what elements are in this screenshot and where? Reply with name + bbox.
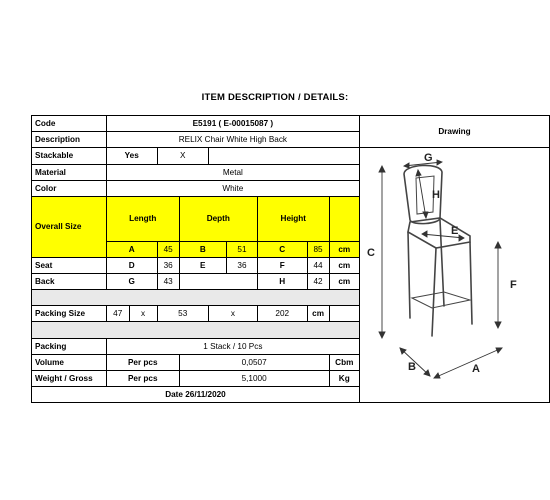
seat-label: Seat — [32, 257, 107, 273]
weight-value: 5,1000 — [179, 371, 329, 387]
chair-leg-front-right — [470, 242, 472, 324]
page-title: ITEM DESCRIPTION / DETAILS: — [201, 92, 349, 103]
depth-header: Depth — [179, 196, 257, 241]
code-label: Code — [32, 116, 107, 132]
seat-e-value: 36 — [226, 257, 257, 273]
drawing-letter-f: F — [509, 279, 517, 292]
back-unit: cm — [329, 273, 359, 289]
drawing-letter-c: C — [366, 247, 375, 260]
size-c-value: 85 — [307, 241, 329, 257]
row-code — [32, 116, 550, 132]
row-stackable — [32, 148, 550, 164]
back-g-letter: G — [106, 273, 157, 289]
volume-per: Per pcs — [106, 354, 179, 370]
chair-leg-back-left — [408, 232, 410, 318]
chair-stretcher — [412, 292, 470, 308]
color-value: White — [106, 180, 359, 196]
drawing-letter-h: H — [431, 189, 440, 202]
weight-per: Per pcs — [106, 371, 179, 387]
chair-drawing — [360, 148, 549, 398]
stackable-yes: Yes — [106, 148, 157, 164]
overall-size-empty — [329, 196, 359, 241]
size-b-letter: B — [179, 241, 226, 257]
packing-size-length: 47 — [106, 306, 129, 322]
seat-d-value: 36 — [157, 257, 179, 273]
volume-label: Volume — [32, 354, 107, 370]
packing-size-label: Packing Size — [32, 306, 107, 322]
packing-value: 1 Stack / 10 Pcs — [106, 338, 359, 354]
color-label: Color — [32, 180, 107, 196]
seat-f-value: 44 — [307, 257, 329, 273]
item-details-table — [31, 115, 550, 403]
drawing-area — [359, 148, 549, 403]
volume-value: 0,0507 — [179, 354, 329, 370]
packing-size-height: 202 — [258, 306, 308, 322]
weight-unit: Kg — [329, 371, 359, 387]
chair-seat — [408, 218, 470, 248]
stackable-label: Stackable — [32, 148, 107, 164]
seat-d-letter: D — [106, 257, 157, 273]
packing-label: Packing — [32, 338, 107, 354]
stackable-mark: X — [157, 148, 208, 164]
packing-size-x2: x — [208, 306, 257, 322]
drawing-label: Drawing — [359, 116, 549, 148]
size-a-value: 45 — [157, 241, 179, 257]
overall-size-label: Overall Size — [32, 196, 107, 257]
back-h-value: 42 — [307, 273, 329, 289]
drawing-letter-a: A — [471, 363, 480, 376]
size-unit: cm — [329, 241, 359, 257]
date-value: Date 26/11/2020 — [32, 387, 360, 403]
back-h-letter: H — [258, 273, 308, 289]
description-label: Description — [32, 132, 107, 148]
seat-unit: cm — [329, 257, 359, 273]
code-value: E5191 ( E-00015087 ) — [106, 116, 359, 132]
description-value: RELIX Chair White High Back — [106, 132, 359, 148]
length-header: Length — [106, 196, 179, 241]
back-label: Back — [32, 273, 107, 289]
seat-e-letter: E — [179, 257, 226, 273]
packing-size-x1: x — [129, 306, 157, 322]
packing-size-empty — [329, 306, 359, 322]
height-header: Height — [258, 196, 330, 241]
stackable-empty — [208, 148, 359, 164]
size-b-value: 51 — [226, 241, 257, 257]
volume-unit: Cbm — [329, 354, 359, 370]
back-empty — [179, 273, 257, 289]
back-g-value: 43 — [157, 273, 179, 289]
drawing-letter-e: E — [450, 225, 459, 238]
material-value: Metal — [106, 164, 359, 180]
size-a-letter: A — [106, 241, 157, 257]
size-c-letter: C — [258, 241, 308, 257]
packing-size-width: 53 — [157, 306, 208, 322]
packing-size-unit: cm — [307, 306, 329, 322]
material-label: Material — [32, 164, 107, 180]
drawing-letter-g: G — [423, 152, 433, 165]
chair-leg-front-left — [432, 248, 436, 336]
weight-label: Weight / Gross — [32, 371, 107, 387]
drawing-letter-b: B — [407, 361, 416, 374]
seat-f-letter: F — [258, 257, 308, 273]
